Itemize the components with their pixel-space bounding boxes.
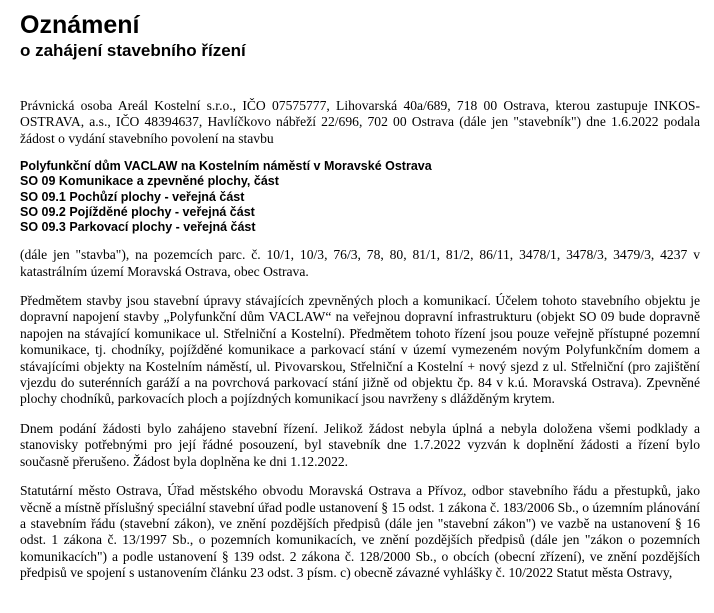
document-subtitle: o zahájení stavebního řízení <box>20 41 246 60</box>
document-title: Oznámení <box>20 11 140 39</box>
project-title-line: Polyfunkční dům VACLAW na Kostelním náměstí v Moravské Ostrava <box>20 159 432 174</box>
subject-paragraph: Předmětem stavby jsou stavební úpravy stávajících zpevněných ploch a komunikací. Účelem tohoto stavebního objektu je dopravní napojení stavby „Polyfunkční dům VACLAW“ na veřejnou dopravní infrastrukturu (objekt SO 09 bude dopravně napojen na stávající komunikace ul. Střelniční a Kostelní). Předmětem tohoto řízení jsou pouze veřejně přístupné pozemní komunikace, tj. chodníky, pojížděné komunikace a parkovací stání v území vymezeném novým Polyfunkčním domem a stávajícími objekty na Kostelním náměstí, ul. Pivovarskou, Střelniční a Kostelní + nový sjezd z ul. Střelniční (pro zajištění vjezdu do suterénních garáží a na povrchová parkovací stání jižně od objektu čp. 84 v k.ú. Moravská Ostrava). Zpevněné plochy chodníků, parkovacích ploch a pojízdných komunikací jsou navrženy s dlážděným krytem. <box>20 293 700 407</box>
document-page <box>20 10 700 582</box>
project-object-line: SO 09.1 Pochůzí plochy - veřejná část <box>20 189 245 204</box>
authority-paragraph: Statutární město Ostrava, Úřad městského obvodu Moravská Ostrava a Přívoz, odbor stavebního řádu a přestupků, jako věcně a místně příslušný speciální stavební úřad podle ustanovení § 15 odst. 1 zákona č. 183/2006 Sb., o územním plánování a stavebním řádu (stavební zákon), ve znění pozdějších předpisů (dále jen "stavební zákon") ve vazbě na ustanovení § 16 odst. 1 zákona č. 13/1997 Sb., o pozemních komunikacích, ve znění pozdějších předpisů (dále jen "zákon o pozemních komunikacích") a podle ustanovení § 139 odst. 2 zákona č. 128/2000 Sb., o obcích (obecní zřízení), ve znění pozdějších předpisů ve spojení s ustanovením článku 23 odst. 3 písm. c) obecně závazné vyhlášky č. 10/2022 Statut města Ostravy, <box>20 483 700 581</box>
project-title-block <box>20 159 700 235</box>
parcels-paragraph: (dále jen "stavba"), na pozemcích parc. č. 10/1, 10/3, 76/3, 78, 80, 81/1, 81/2, 86/11, 3478/1, 3478/3, 3479/3, 4237 v katastrálním území Moravská Ostrava, obec Ostrava. <box>20 247 700 279</box>
project-object-line: SO 09 Komunikace a zpevněné plochy, část <box>20 174 279 189</box>
filing-paragraph: Dnem podání žádosti bylo zahájeno stavební řízení. Jelikož žádost nebyla úplná a nebyla doložena všemi podklady a stanovisky potřebnými pro její řádné posouzení, byl stavebník dne 1.7.2022 vyzván k doplnění žádosti a řízení bylo současně přerušeno. Žádost byla doplněna ke dni 1.12.2022. <box>20 420 700 469</box>
project-object-line: SO 09.3 Parkovací plochy - veřejná část <box>20 220 256 235</box>
intro-paragraph: Právnická osoba Areál Kostelní s.r.o., IČO 07575777, Lihovarská 40a/689, 718 00 Ostrava, kterou zastupuje INKOS-OSTRAVA, a.s., IČO 48394637, Havlíčkovo nábřeží 22/696, 702 00 Ostrava (dále jen "stavebník") dne 1.6.2022 podala žádost o vydání stavebního povolení na stavbu <box>20 98 700 146</box>
project-object-line: SO 09.2 Pojížděné plochy - veřejná část <box>20 204 255 219</box>
